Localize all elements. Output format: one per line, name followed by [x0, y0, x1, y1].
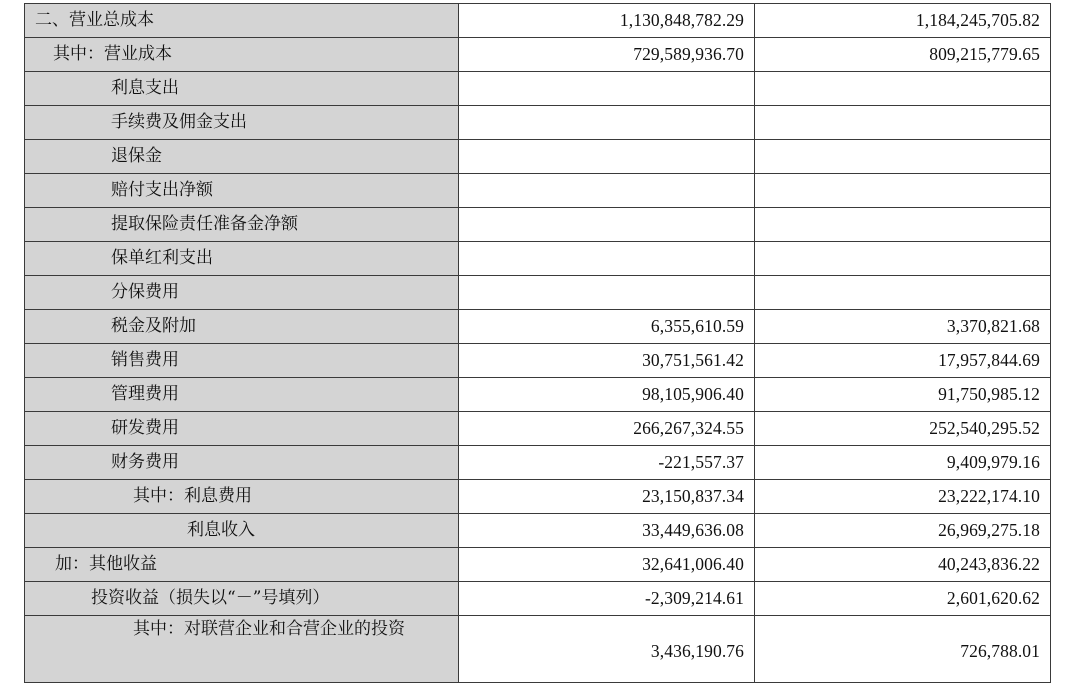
row-label: 利息支出: [25, 72, 459, 106]
table-row: [25, 208, 1051, 242]
row-label: 研发费用: [25, 412, 459, 446]
table-row: [25, 344, 1051, 378]
table-row: [25, 310, 1051, 344]
previous-period-value: [755, 72, 1051, 106]
income-statement-table: [24, 3, 1051, 683]
table-row: [25, 174, 1051, 208]
previous-period-value: 809,215,779.65: [755, 38, 1051, 72]
current-period-value: 6,355,610.59: [459, 310, 755, 344]
current-period-value: 3,436,190.76: [459, 616, 755, 683]
table-row: [25, 106, 1051, 140]
row-label: 赔付支出净额: [25, 174, 459, 208]
row-label: 保单红利支出: [25, 242, 459, 276]
table-row: [25, 480, 1051, 514]
current-period-value: [459, 72, 755, 106]
current-period-value: [459, 174, 755, 208]
table-row: [25, 446, 1051, 480]
row-label: 销售费用: [25, 344, 459, 378]
previous-period-value: [755, 174, 1051, 208]
current-period-value: 266,267,324.55: [459, 412, 755, 446]
previous-period-value: 2,601,620.62: [755, 582, 1051, 616]
row-label: 退保金: [25, 140, 459, 174]
row-label: 税金及附加: [25, 310, 459, 344]
row-label: 手续费及佣金支出: [25, 106, 459, 140]
previous-period-value: [755, 140, 1051, 174]
previous-period-value: 91,750,985.12: [755, 378, 1051, 412]
current-period-value: [459, 140, 755, 174]
table-row: [25, 140, 1051, 174]
row-label: 其中：对联营企业和合营企业的投资: [25, 616, 459, 683]
current-period-value: [459, 242, 755, 276]
table-row: [25, 38, 1051, 72]
table-row: [25, 378, 1051, 412]
table-row: [25, 616, 1051, 683]
current-period-value: 33,449,636.08: [459, 514, 755, 548]
previous-period-value: 9,409,979.16: [755, 446, 1051, 480]
row-label: 提取保险责任准备金净额: [25, 208, 459, 242]
current-period-value: 30,751,561.42: [459, 344, 755, 378]
table-row: [25, 582, 1051, 616]
row-label: 财务费用: [25, 446, 459, 480]
row-label: 利息收入: [25, 514, 459, 548]
current-period-value: 32,641,006.40: [459, 548, 755, 582]
current-period-value: -221,557.37: [459, 446, 755, 480]
previous-period-value: 40,243,836.22: [755, 548, 1051, 582]
table-row: [25, 276, 1051, 310]
current-period-value: 98,105,906.40: [459, 378, 755, 412]
previous-period-value: 23,222,174.10: [755, 480, 1051, 514]
table-row: [25, 72, 1051, 106]
row-label: 其中：利息费用: [25, 480, 459, 514]
table-row: [25, 4, 1051, 38]
current-period-value: 23,150,837.34: [459, 480, 755, 514]
table-row: [25, 548, 1051, 582]
previous-period-value: 252,540,295.52: [755, 412, 1051, 446]
current-period-value: -2,309,214.61: [459, 582, 755, 616]
previous-period-value: 1,184,245,705.82: [755, 4, 1051, 38]
previous-period-value: [755, 208, 1051, 242]
row-label: 加：其他收益: [25, 548, 459, 582]
row-label: 分保费用: [25, 276, 459, 310]
row-label: 管理费用: [25, 378, 459, 412]
previous-period-value: 3,370,821.68: [755, 310, 1051, 344]
current-period-value: [459, 106, 755, 140]
current-period-value: [459, 276, 755, 310]
previous-period-value: 26,969,275.18: [755, 514, 1051, 548]
previous-period-value: [755, 106, 1051, 140]
row-label: 投资收益（损失以“－”号填列）: [25, 582, 459, 616]
current-period-value: 729,589,936.70: [459, 38, 755, 72]
row-label: 其中：营业成本: [25, 38, 459, 72]
current-period-value: [459, 208, 755, 242]
previous-period-value: 17,957,844.69: [755, 344, 1051, 378]
previous-period-value: [755, 242, 1051, 276]
table-row: [25, 412, 1051, 446]
row-label: 二、营业总成本: [25, 4, 459, 38]
table-row: [25, 514, 1051, 548]
previous-period-value: [755, 276, 1051, 310]
current-period-value: 1,130,848,782.29: [459, 4, 755, 38]
previous-period-value: 726,788.01: [755, 616, 1051, 683]
table-row: [25, 242, 1051, 276]
